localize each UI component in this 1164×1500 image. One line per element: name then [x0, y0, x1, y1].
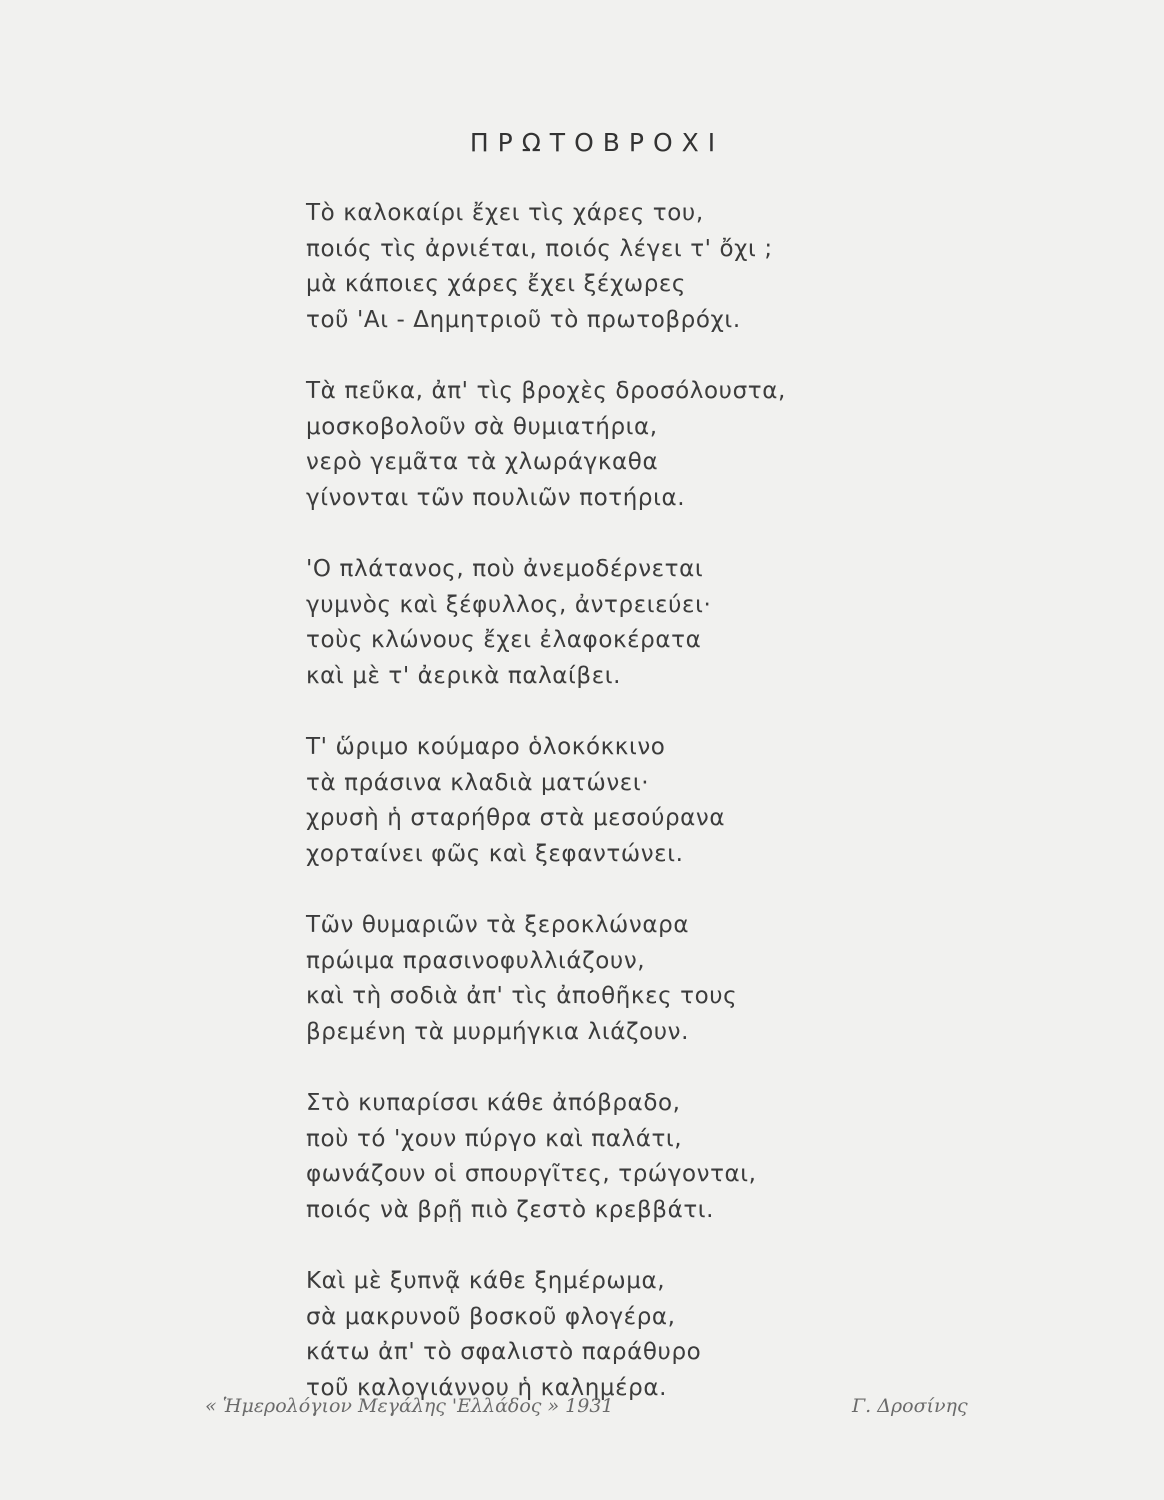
- stanza: [306, 374, 926, 516]
- stanza: [306, 196, 926, 338]
- poem-line: ποιός τὶς ἀρνιέται, ποιός λέγει τ' ὄχι ;: [306, 235, 773, 262]
- poem-line: φωνάζουν οἱ σπουργῖτες, τρώγονται,: [306, 1161, 757, 1187]
- poem-line: Τὰ πεῦκα, ἀπ' τὶς βροχὲς δροσόλουστα,: [306, 378, 786, 404]
- poem-line: Τ' ὥριμο κούμαρο ὁλοκόκκινο: [306, 734, 666, 760]
- poem-line: τοῦ καλογιάννου ἡ καλημέρα.: [306, 1374, 668, 1401]
- poem-line: μοσκοβολοῦν σὰ θυμιατήρια,: [306, 413, 658, 440]
- author-name: Γ. Δροσίνης: [852, 1395, 968, 1417]
- stanza: [306, 1264, 926, 1406]
- poem-line: Στὸ κυπαρίσσι κάθε ἀπόβραδο,: [306, 1090, 681, 1116]
- stanza: [306, 552, 926, 694]
- poem-line: κάτω ἀπ' τὸ σφαλιστὸ παράθυρο: [306, 1339, 702, 1365]
- stanza: [306, 908, 926, 1050]
- poem-line: γυμνὸς καὶ ξέφυλλος, ἀντρειεύει·: [306, 591, 712, 618]
- poem-line: τοῦ 'Αι - Δημητριοῦ τὸ πρωτοβρόχι.: [306, 306, 741, 333]
- poem-line: τοὺς κλώνους ἔχει ἐλαφοκέρατα: [306, 627, 702, 653]
- poem-line: χρυσὴ ἡ σταρήθρα στὰ μεσούρανα: [306, 805, 726, 831]
- poem-line: σὰ μακρυνοῦ βοσκοῦ φλογέρα,: [306, 1303, 676, 1330]
- poem-line: Καὶ μὲ ξυπνᾷ κάθε ξημέρωμα,: [306, 1268, 666, 1294]
- stanza: [306, 1086, 926, 1228]
- poem-line: καὶ μὲ τ' ἀερικὰ παλαίβει.: [306, 662, 622, 689]
- poem-line: νερὸ γεμᾶτα τὰ χλωράγκαθα: [306, 449, 659, 475]
- poem-line: τὰ πράσινα κλαδιὰ ματώνει·: [306, 769, 650, 796]
- poem-line: ποὺ τό 'χουν πύργο καὶ παλάτι,: [306, 1125, 683, 1152]
- stanza: [306, 730, 926, 872]
- poem-line: καὶ τὴ σοδιὰ ἀπ' τὶς ἀποθῆκες τους: [306, 983, 738, 1009]
- poem-line: Τὸ καλοκαίρι ἔχει τὶς χάρες του,: [306, 200, 704, 226]
- poem-line: ποιός νὰ βρῇ πιὸ ζεστὸ κρεββάτι.: [306, 1196, 715, 1223]
- source-citation: « Ἡμερολόγιον Μεγάλης 'Ελλάδος » 1931: [205, 1395, 614, 1417]
- poem-body: [306, 196, 926, 1442]
- page-footer: [0, 1395, 1164, 1425]
- poem-line: γίνονται τῶν πουλιῶν ποτήρια.: [306, 484, 686, 511]
- poem-line: βρεμένη τὰ μυρμήγκια λιάζουν.: [306, 1018, 690, 1045]
- poem-line: Τῶν θυμαριῶν τὰ ξεροκλώναρα: [306, 912, 690, 938]
- poem-title: ΠΡΩΤΟΒΡΟΧΙ: [469, 128, 725, 157]
- poem-line: μὰ κάποιες χάρες ἔχει ξέχωρες: [306, 271, 687, 297]
- poem-line: χορταίνει φῶς καὶ ξεφαντώνει.: [306, 840, 684, 867]
- poem-line: 'Ο πλάτανος, ποὺ ἀνεμοδέρνεται: [306, 556, 704, 582]
- poem-line: πρώιμα πρασινοφυλλιάζουν,: [306, 947, 646, 974]
